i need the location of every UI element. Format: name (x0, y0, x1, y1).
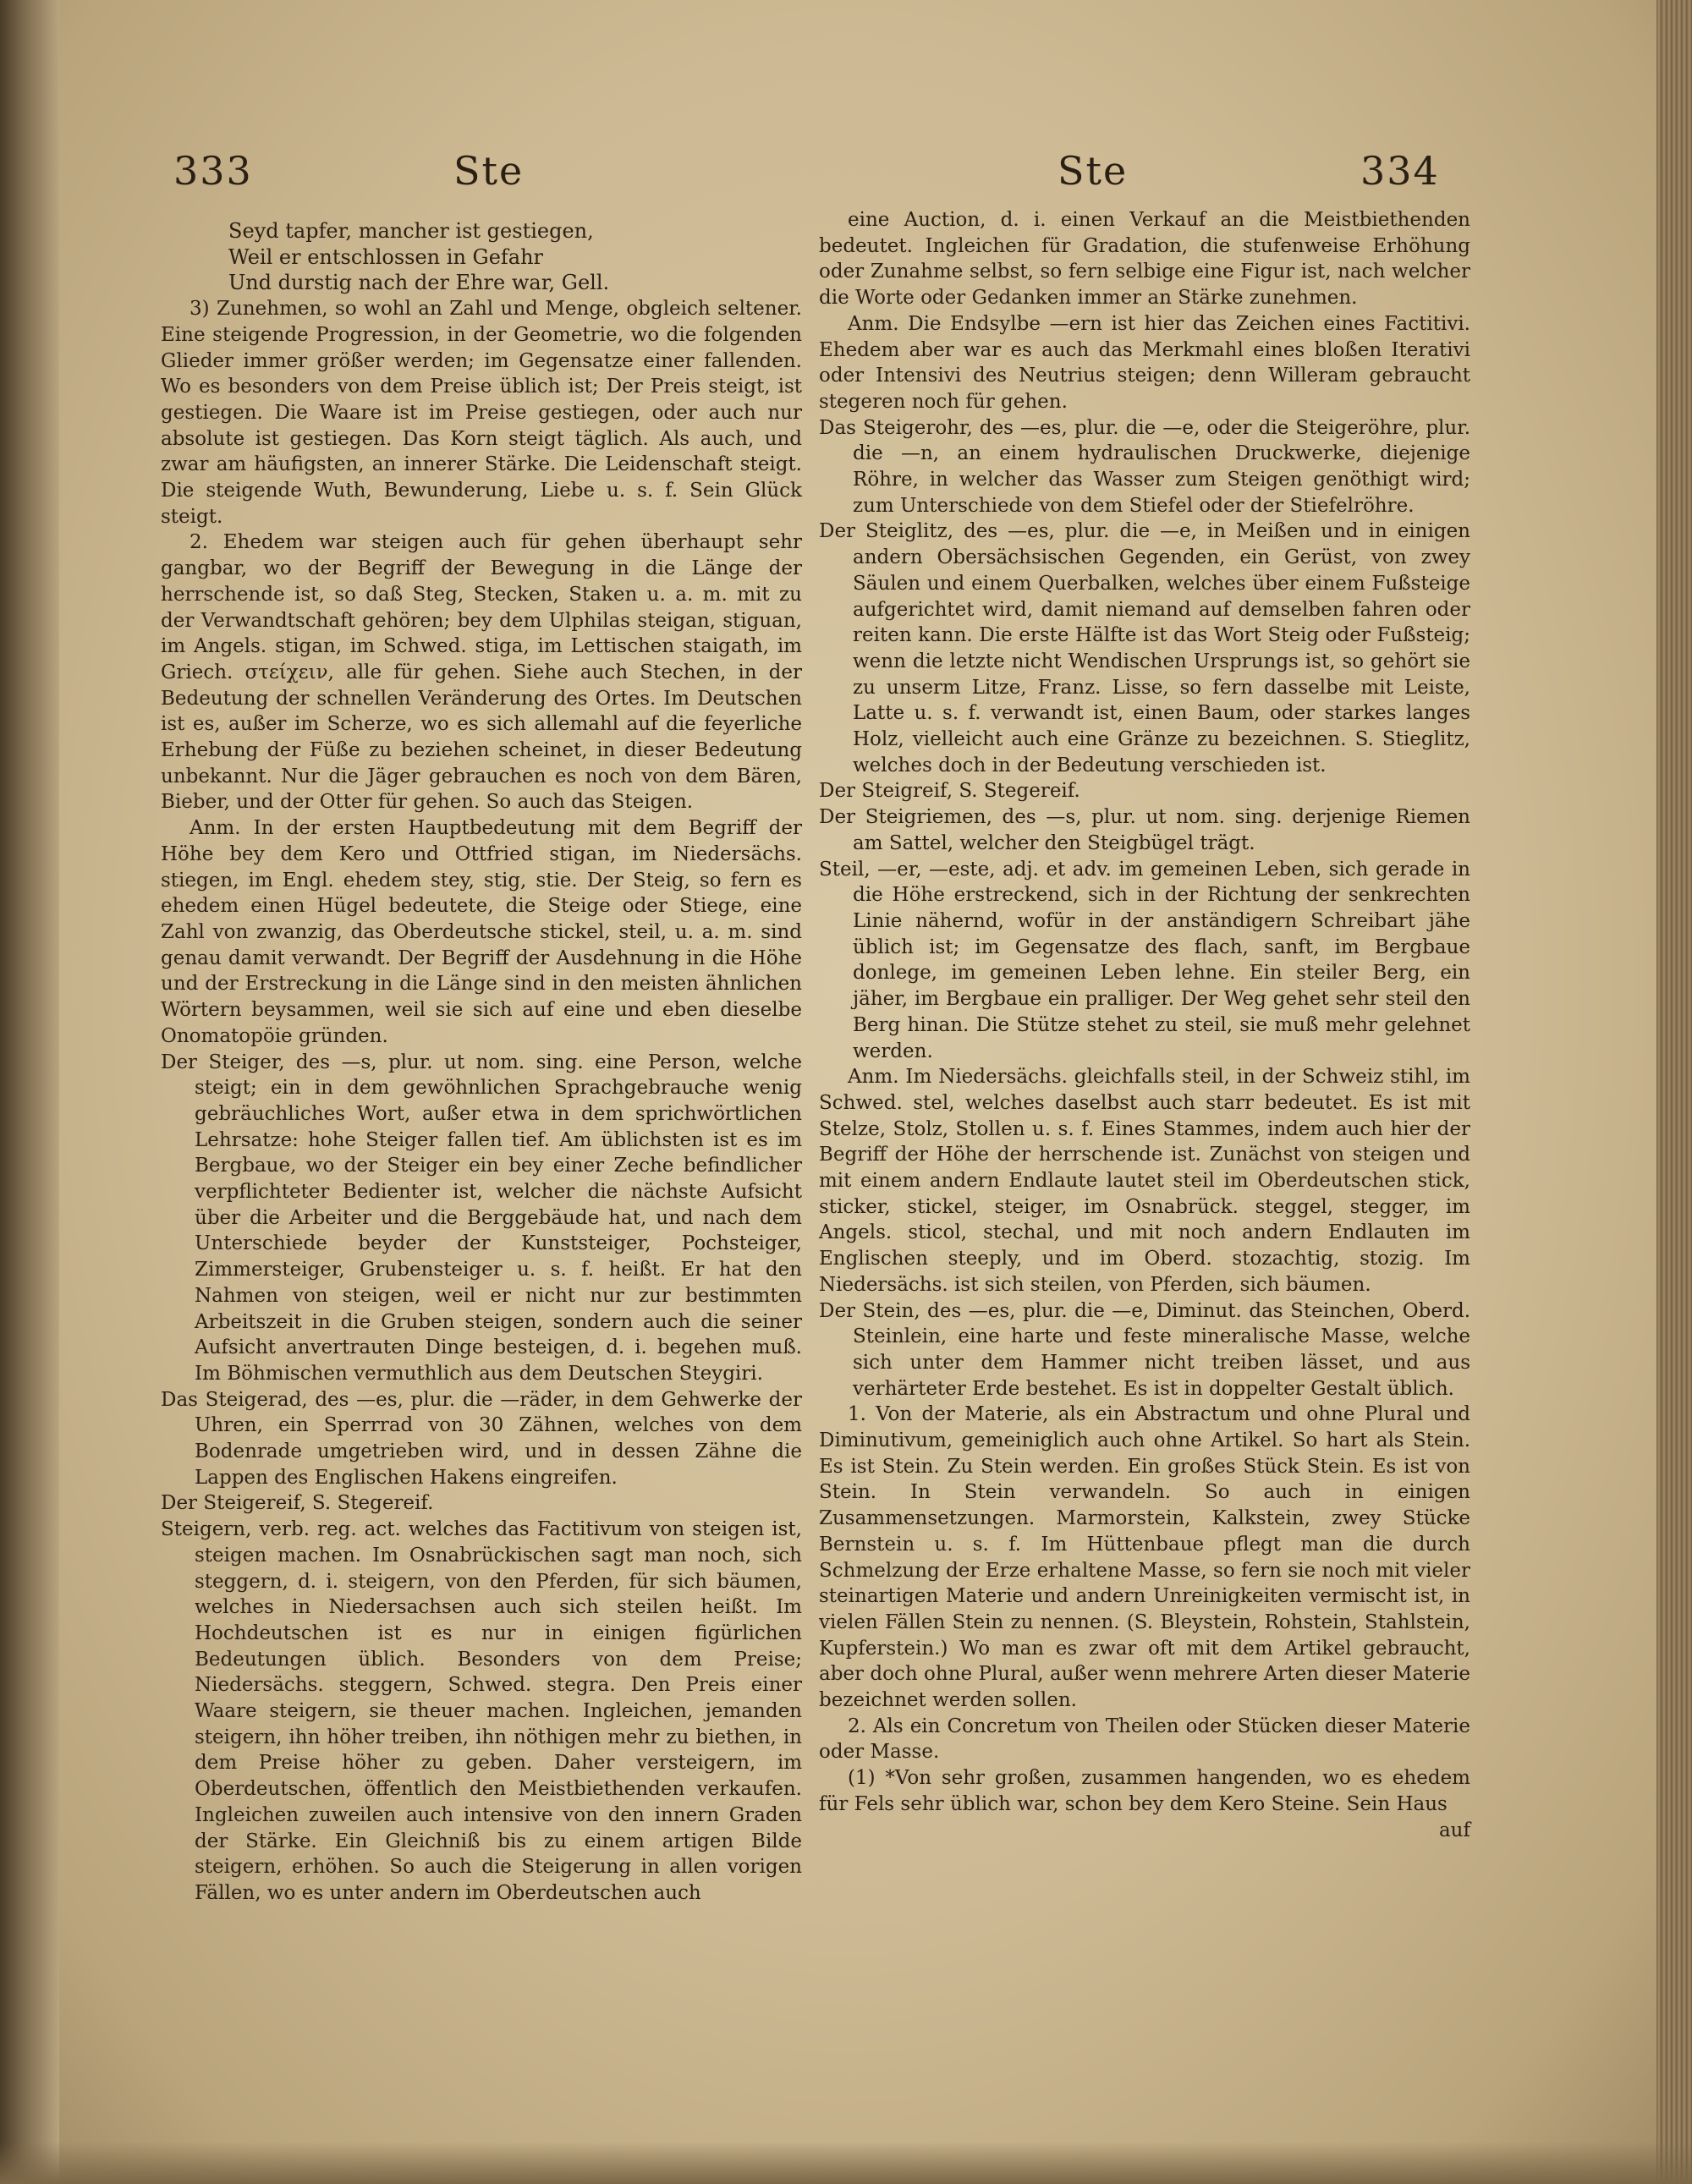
entry-steiglitz: Der Steiglitz, des —es, plur. die —e, in Meißen und in einigen andern Obersächsischen Gegenden, ein Gerüst, von zwey Säulen und einem Querbalken, welches über einem Fußsteige aufgerichtet wird, damit niemand auf demselben fahren oder reiten kann. Die erste Hälfte ist das Wort Steig oder Fußsteig; wenn die letzte nicht Wendischen Ursprungs ist, so gehört sie zu unserm Litze, Franz. Lisse, so fern dasselbe mit Leiste, Latte u. s. f. verwandt ist, einen Baum, oder starkes langes Holz, vielleicht auch eine Gränze zu bezeichnen. S. Stieglitz, welches doch in der Bedeutung verschieden ist. (819, 520, 1470, 776)
paragraph: Anm. In der ersten Hauptbedeutung mit dem Begriff der Höhe bey dem Kero und Ottfried stigan, im Niedersächs. stiegen, im Engl. ehedem stey, stig, stie. Der Steig, so fern es ehedem einen Hügel bedeutete, die Steige oder Stiege, eine Zahl von zwanzig, das Oberdeutsche stickel, steil, u. a. m. sind genau damit verwandt. Der Begriff der Ausdehnung in die Höhe und der Erstreckung in die Länge sind in den meisten ähnlichen Wörtern beysammen, weil sie sich auf eine und eben dieselbe Onomatopöie gründen. (161, 817, 802, 1047)
entry-steil: Steil, —er, —este, adj. et adv. im gemeinen Leben, sich gerade in die Höhe erstreckend, sich in der Richtung der senkrechten Linie nähernd, wofür in der anständigern Schreibart jähe üblich ist; im Gegensatze des flach, sanft, im Bergbaue donlege, im gemeinen Leben lehne. Ein steiler Berg, ein jäher, im Bergbaue ein pralliger. Der Weg gehet sehr steil den Berg hinan. Die Stütze stehet zu steil, sie muß mehr gelehnet werden. (819, 858, 1470, 1062)
entry-stein: Der Stein, des —es, plur. die —e, Diminut. das Steinchen, Oberd. Steinlein, eine harte und feste mineralische Masse, welche sich unter dem Hammer nicht treiben lässet, und aus verhärteter Erde bestehet. Es ist in doppelter Gestalt üblich. (819, 1299, 1470, 1400)
entry-steigerad: Das Steigerad, des —es, plur. die —räder, in dem Gehwerke der Uhren, ein Sperrrad von 30 Zähnen, welches von dem Bodenrade umgetrieben wird, und in dessen Zähne die Lappen des Englischen Hakens eingreifen. (161, 1388, 802, 1489)
right-running-head: Ste (1058, 148, 1129, 194)
left-column (161, 218, 802, 1907)
entry-steigerohr: Das Steigerohr, des —es, plur. die —e, oder die Steigeröhre, plur. die —n, an einem hydraulischen Druckwerke, diejenige Röhre, in welcher das Wasser zum Steigen genöthigt wird; zum Unterschiede von dem Stiefel oder der Stiefelröhre. (819, 416, 1470, 517)
catchword: auf (1438, 1819, 1470, 1841)
paragraph: eine Auction, d. i. einen Verkauf an die Meistbiethenden bedeutet. Ingleichen für Gradation, die stufenweise Erhöhung oder Zunahme selbst, so fern selbige eine Figur ist, nach welcher die Worte oder Gedanken immer an Stärke zunehmen. (819, 209, 1470, 310)
paragraph: 1. Von der Materie, als ein Abstractum und ohne Plural und Diminutivum, gemeiniglich auch ohne Artikel. So hart als Stein. Es ist Stein. Zu Stein werden. Ein großes Stück Stein. Es ist von Stein. In Stein verwandeln. So auch in einigen Zusammensetzungen. Marmorstein, Kalkstein, zwey Stücke Bernstein u. s. f. Im Hüttenbaue pflegt man die durch Schmelzung der Erze erhaltene Masse, so fern sie noch mit vieler steinartigen Materie und andern Unreinigkeiten vermischt ist, in vielen Fällen Stein zu nennen. (S. Bleystein, Rohstein, Stahlstein, Kupferstein.) Wo man es zwar oft mit dem Artikel gebraucht, aber doch ohne Plural, außer wenn mehrere Arten dieser Materie bezeichnet werden sollen. (819, 1403, 1470, 1712)
paragraph: 2. Als ein Concretum von Theilen oder Stücken dieser Materie oder Masse. (819, 1715, 1470, 1764)
entry-steigern: Steigern, verb. reg. act. welches das Factitivum von steigen ist, steigen machen. Im Osnabrückischen sagt man noch, sich steggern, d. i. steigern, von den Pferden, für sich bäumen, welches in Niedersachsen auch sich steilen heißt. Im Hochdeutschen ist es nur in einigen figürlichen Bedeutungen üblich. Besonders von dem Preise; Niedersächs. steggern, Schwed. stegra. Den Preis einer Waare steigern, sie theuer machen. Ingleichen, jemanden steigern, ihn höher treiben, ihn nöthigen mehr zu biethen, in dem Preise höher zu geben. Daher versteigern, im Oberdeutschen, öffentlich den Meistbiethenden verkaufen. Ingleichen zuweilen auch intensive von den innern Graden der Stärke. Ein Gleichniß bis zu einem artigen Bilde steigern, erhöhen. So auch die Steigerung in allen vorigen Fällen, wo es unter andern im Oberdeutschen auch (161, 1518, 802, 1904)
verse-line: Seyd tapfer, mancher ist gestiegen, (228, 219, 594, 243)
paragraph: (1) *Von sehr großen, zusammen hangenden, wo es ehedem für Fels sehr üblich war, schon bey dem Kero Steine. Sein Haus (819, 1767, 1470, 1815)
verse-line: Weil er entschlossen in Gefahr (228, 244, 544, 269)
paragraph: Anm. Die Endsylbe —ern ist hier das Zeichen eines Factitivi. Ehedem aber war es auch das Merkmahl eines bloßen Iterativi oder Intensivi des Neutrius steigen; denn Willeram gebraucht stegeren noch für gehen. (819, 312, 1470, 413)
entry-steigereif: Der Steigereif, S. Stegereif. (161, 1492, 434, 1515)
entry-steigreif: Der Steigreif, S. Stegereif. (819, 780, 1080, 803)
paragraph: 3) Zunehmen, so wohl an Zahl und Menge, obgleich seltener. Eine steigende Progression, in der Geometrie, wo die folgenden Glieder immer größer werden; im Gegensatze einer fallenden. Wo es besonders von dem Preise üblich ist; Der Preis steigt, ist gestiegen. Die Waare ist im Preise gestiegen, oder auch nur absolute ist gestiegen. Das Korn steigt täglich. Als auch, und zwar am häufigsten, an innerer Stärke. Die Leidenschaft steigt. Die steigende Wuth, Bewunderung, Liebe u. s. f. Sein Glück steigt. (161, 298, 802, 528)
right-column (819, 207, 1470, 1843)
book-gutter (0, 0, 59, 2184)
bottom-edge-shadow (0, 2142, 1692, 2184)
fore-edge (1656, 0, 1692, 2184)
paragraph: Anm. Im Niedersächs. gleichfalls steil, in der Schweiz stihl, im Schwed. stel, welches daselbst auch starr bedeutet. Es ist mit Stelze, Stolz, Stollen u. s. f. Eines Stammes, indem auch hier der Begriff der Höhe der herrschende ist. Zunächst von steigen und mit einem andern Endlaute lautet steil im Oberdeutschen stick, sticker, stickel, steiger, im Osnabrück. steggel, stegger, im Angels. sticol, stechal, und mit noch andern Endlauten im Englischen steeply, und im Oberd. stozachtig, stozig. Im Niedersächs. ist sich steilen, von Pferden, sich bäumen. (819, 1066, 1470, 1296)
left-page-number: 333 (173, 148, 253, 194)
left-running-head: Ste (453, 148, 525, 194)
right-page-number: 334 (1360, 148, 1440, 194)
verse-line: Und durstig nach der Ehre war, Gell. (228, 271, 610, 295)
entry-steigriemen: Der Steigriemen, des —s, plur. ut nom. sing. derjenige Riemen am Sattel, welcher den Steigbügel trägt. (819, 806, 1470, 854)
entry-steiger: Der Steiger, des —s, plur. ut nom. sing. eine Person, welche steigt; ein in dem gewöhnlichen Sprachgebrauche wenig gebräuchliches Wort, außer etwa in dem sprichwörtlichen Lehrsatze: hohe Steiger fallen tief. Am üblichsten ist es im Bergbaue, wo der Steiger ein bey einer Zeche befindlicher verpflichteter Bedienter ist, welcher die nächste Aufsicht über die Arbeiter und die Berggebäude hat, und nach dem Unterschiede beyder der Kunststeiger, Pochsteiger, Zimmersteiger, Grubensteiger u. s. f. heißt. Er hat den Nahmen von steigen, weil er nicht nur zur bestimmten Arbeitszeit in die Gruben steigen, sondern auch die seiner Aufsicht anvertrauten Dinge besteigen, d. i. begehen muß. Im Böhmischen vermuthlich aus dem Deutschen Steygiri. (161, 1051, 802, 1385)
paragraph: 2. Ehedem war steigen auch für gehen überhaupt sehr gangbar, wo der Begriff der Bewegung in die Länge der herrschende ist, so daß Steg, Stecken, Staken u. a. m. mit zu der Verwandtschaft gehören; bey dem Ulphilas steigan, stiguan, im Angels. stigan, im Schwed. stiga, im Lettischen staigath, im Griech. στείχειν, alle für gehen. Siehe auch Stechen, in der Bedeutung der schnellen Veränderung des Ortes. Im Deutschen ist es, außer im Scherze, wo es sich allemahl auf die feyerliche Erhebung der Füße zu beziehen scheinet, in dieser Bedeutung unbekannt. Nur die Jäger gebrauchen es noch von dem Bären, Bieber, und der Otter für gehen. So auch das Steigen. (161, 531, 802, 814)
